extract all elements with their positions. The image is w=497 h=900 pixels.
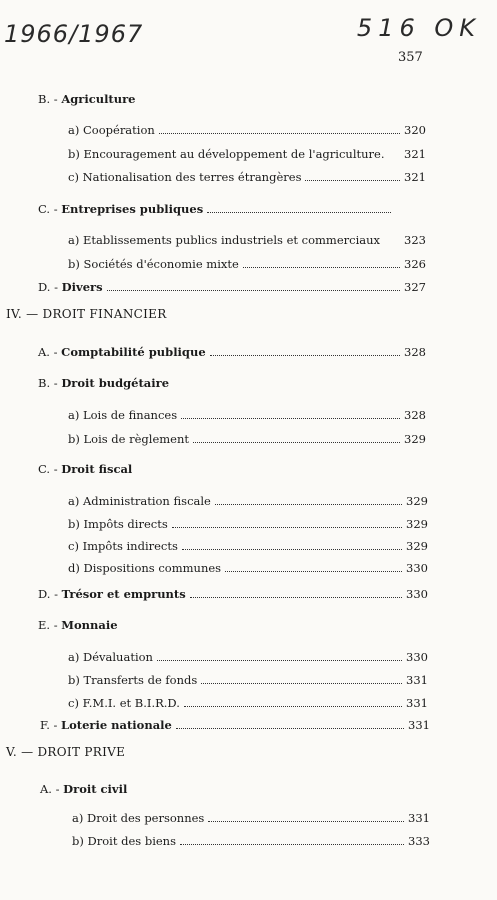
toc-entry-prefix: C. -: [38, 462, 58, 476]
toc-entry-prefix: c): [68, 170, 79, 184]
toc-entry-page: 329: [406, 539, 428, 553]
toc-entry-label: [38, 345, 206, 359]
toc-entry-prefix: a): [68, 233, 80, 247]
toc-entry-title: F.M.I. et B.I.R.D.: [82, 696, 180, 710]
toc-entry-title: Nationalisation des terres étrangères: [82, 170, 302, 184]
toc-entry-page: 329: [404, 432, 426, 446]
toc-entry-page: 331: [408, 718, 430, 732]
toc-entry-label: [38, 618, 118, 632]
toc-entry-title: Lois de finances: [83, 408, 178, 422]
toc-entry-label: [38, 587, 186, 601]
toc-entry-title: Dévaluation: [83, 650, 153, 664]
toc-leader-dots: [107, 290, 401, 291]
toc-entry-title: Coopération: [83, 123, 155, 137]
toc-entry-title: Comptabilité publique: [61, 345, 206, 359]
toc-leader-dots: [182, 549, 402, 550]
toc-leader-dots: [193, 442, 400, 443]
toc-entry-prefix: c): [68, 696, 79, 710]
toc-entry: [40, 718, 430, 732]
toc-entry-page: 328: [404, 408, 426, 422]
toc-entry: [38, 462, 180, 476]
toc-entry-prefix: b): [68, 517, 80, 531]
toc-entry-prefix: D. -: [38, 280, 59, 294]
toc-entry-label: [68, 233, 380, 247]
toc-entry-prefix: a): [68, 408, 80, 422]
toc-entry-prefix: b): [68, 147, 80, 161]
toc-entry-label: [68, 673, 197, 687]
toc-entry-prefix: c): [68, 539, 79, 553]
toc-entry: [68, 147, 426, 161]
toc-entry-page: 329: [406, 494, 428, 508]
toc-entry: [68, 539, 428, 553]
toc-entry-prefix: E. -: [38, 618, 58, 632]
toc-entry-label: [38, 92, 135, 106]
toc-entry-page: 329: [406, 517, 428, 531]
toc-entry-title: Lois de règlement: [83, 432, 190, 446]
toc-entry: [68, 696, 428, 710]
toc-entry-page: 330: [406, 650, 428, 664]
toc-leader-dots: [190, 597, 402, 598]
toc-entry: [68, 494, 428, 508]
toc-entry-title: Droit fiscal: [61, 462, 133, 476]
toc-entry-prefix: a): [68, 650, 80, 664]
toc-entry-prefix: b): [72, 834, 84, 848]
toc-leader-dots: [243, 267, 400, 268]
toc-entry: [38, 587, 428, 601]
toc-entry-prefix: C. -: [38, 202, 58, 216]
toc-entry-page: 321: [404, 170, 426, 184]
toc-entry-label: [68, 432, 189, 446]
toc-entry-title: Entreprises publiques: [61, 202, 204, 216]
toc-entry-label: [68, 494, 211, 508]
toc-entry: [38, 280, 426, 294]
toc-leader-dots: [215, 504, 402, 505]
toc-entry-prefix: a): [72, 811, 84, 825]
toc-leader-dots: [210, 355, 400, 356]
toc-entry: [68, 517, 428, 531]
toc-entry-prefix: b): [68, 673, 80, 687]
toc-entry: [68, 257, 426, 271]
toc-entry-prefix: a): [68, 494, 80, 508]
toc-entry-label: [68, 170, 301, 184]
toc-leader-dots: [176, 728, 404, 729]
handwritten-year-note: 1966/1967: [4, 20, 144, 48]
toc-leader-dots: [207, 212, 391, 213]
toc-entry-label: [68, 650, 153, 664]
toc-entry-label: [68, 123, 155, 137]
toc-entry-page: 320: [404, 123, 426, 137]
toc-entry-label: [38, 202, 203, 216]
toc-entry-page: 331: [406, 696, 428, 710]
toc-entry-label: [40, 718, 172, 732]
toc-entry: [68, 650, 428, 664]
toc-entry-page: 330: [406, 587, 428, 601]
toc-leader-dots: [208, 821, 404, 822]
toc-entry: [38, 376, 180, 390]
toc-entry-label: [72, 811, 204, 825]
toc-leader-dots: [184, 706, 402, 707]
toc-entry: [38, 202, 395, 216]
toc-entry-label: [38, 462, 132, 476]
toc-entry-page: 331: [408, 811, 430, 825]
toc-entry-prefix: b): [68, 432, 80, 446]
toc-entry-label: [68, 696, 180, 710]
toc-entry-page: 327: [404, 280, 426, 294]
toc-leader-dots: [180, 844, 404, 845]
toc-entry: [68, 561, 428, 575]
toc-entry-title: Sociétés d'économie mixte: [83, 257, 239, 271]
toc-entry-label: [38, 280, 103, 294]
toc-entry-prefix: B. -: [38, 376, 58, 390]
page-number: 357: [398, 50, 423, 65]
toc-entry-page: 330: [406, 561, 428, 575]
toc-entry-page: 328: [404, 345, 426, 359]
toc-leader-dots: [172, 527, 402, 528]
toc-entry-title: Etablissements publics industriels et commerciaux: [83, 233, 380, 247]
toc-entry: [72, 811, 430, 825]
toc-entry: [38, 345, 426, 359]
toc-entry: [40, 782, 180, 796]
toc-entry-title: Transferts de fonds: [83, 673, 198, 687]
toc-entry-prefix: A. -: [38, 345, 58, 359]
toc-entry: [68, 673, 428, 687]
toc-entry-prefix: B. -: [38, 92, 58, 106]
toc-entry-title: Dispositions communes: [83, 561, 222, 575]
toc-entry-prefix: A. -: [40, 782, 60, 796]
toc-entry-title: Trésor et emprunts: [61, 587, 186, 601]
toc-entry: [38, 618, 180, 632]
toc-entry: [68, 233, 426, 247]
toc-entry-page: 326: [404, 257, 426, 271]
toc-entry-title: Impôts directs: [83, 517, 168, 531]
section-heading-droit-prive: V. — DROIT PRIVE: [6, 745, 126, 759]
toc-entry-title: Droit des biens: [87, 834, 176, 848]
toc-entry-label: [68, 147, 384, 161]
toc-entry: [68, 408, 426, 422]
toc-entry-title: Droit des personnes: [87, 811, 205, 825]
toc-leader-dots: [159, 133, 400, 134]
toc-entry-label: [68, 257, 239, 271]
toc-entry-label: [40, 782, 127, 796]
toc-entry-title: Encouragement au développement de l'agriculture.: [83, 147, 385, 161]
toc-entry-label: [68, 561, 221, 575]
handwritten-ok-note: 516 OK: [356, 14, 481, 42]
toc-entry-prefix: d): [68, 561, 80, 575]
toc-entry-title: Monnaie: [61, 618, 118, 632]
toc-entry: [68, 123, 426, 137]
toc-entry-title: Loterie nationale: [61, 718, 172, 732]
toc-leader-dots: [305, 180, 400, 181]
toc-entry-label: [68, 408, 177, 422]
toc-entry: [72, 834, 430, 848]
toc-entry-page: 331: [406, 673, 428, 687]
toc-leader-dots: [181, 418, 400, 419]
toc-entry-title: Droit budgétaire: [61, 376, 170, 390]
toc-leader-dots: [157, 660, 402, 661]
toc-entry: [68, 170, 426, 184]
toc-entry-label: [72, 834, 176, 848]
toc-leader-dots: [201, 683, 402, 684]
toc-entry: [38, 92, 180, 106]
toc-leader-dots: [225, 571, 402, 572]
toc-entry-prefix: F. -: [40, 718, 58, 732]
toc-entry-page: 323: [404, 233, 426, 247]
toc-entry-page: 333: [408, 834, 430, 848]
toc-entry-label: [68, 517, 168, 531]
toc-entry: [68, 432, 426, 446]
toc-entry-label: [68, 539, 178, 553]
toc-entry-title: Administration fiscale: [83, 494, 211, 508]
toc-entry-title: Divers: [61, 280, 103, 294]
toc-entry-prefix: D. -: [38, 587, 59, 601]
toc-entry-label: [38, 376, 169, 390]
toc-entry-prefix: b): [68, 257, 80, 271]
toc-entry-title: Agriculture: [61, 92, 136, 106]
toc-entry-page: 321: [404, 147, 426, 161]
toc-entry-title: Droit civil: [63, 782, 128, 796]
toc-entry-title: Impôts indirects: [82, 539, 178, 553]
toc-entry-prefix: a): [68, 123, 80, 137]
section-heading-droit-financier: IV. — DROIT FINANCIER: [6, 307, 167, 321]
